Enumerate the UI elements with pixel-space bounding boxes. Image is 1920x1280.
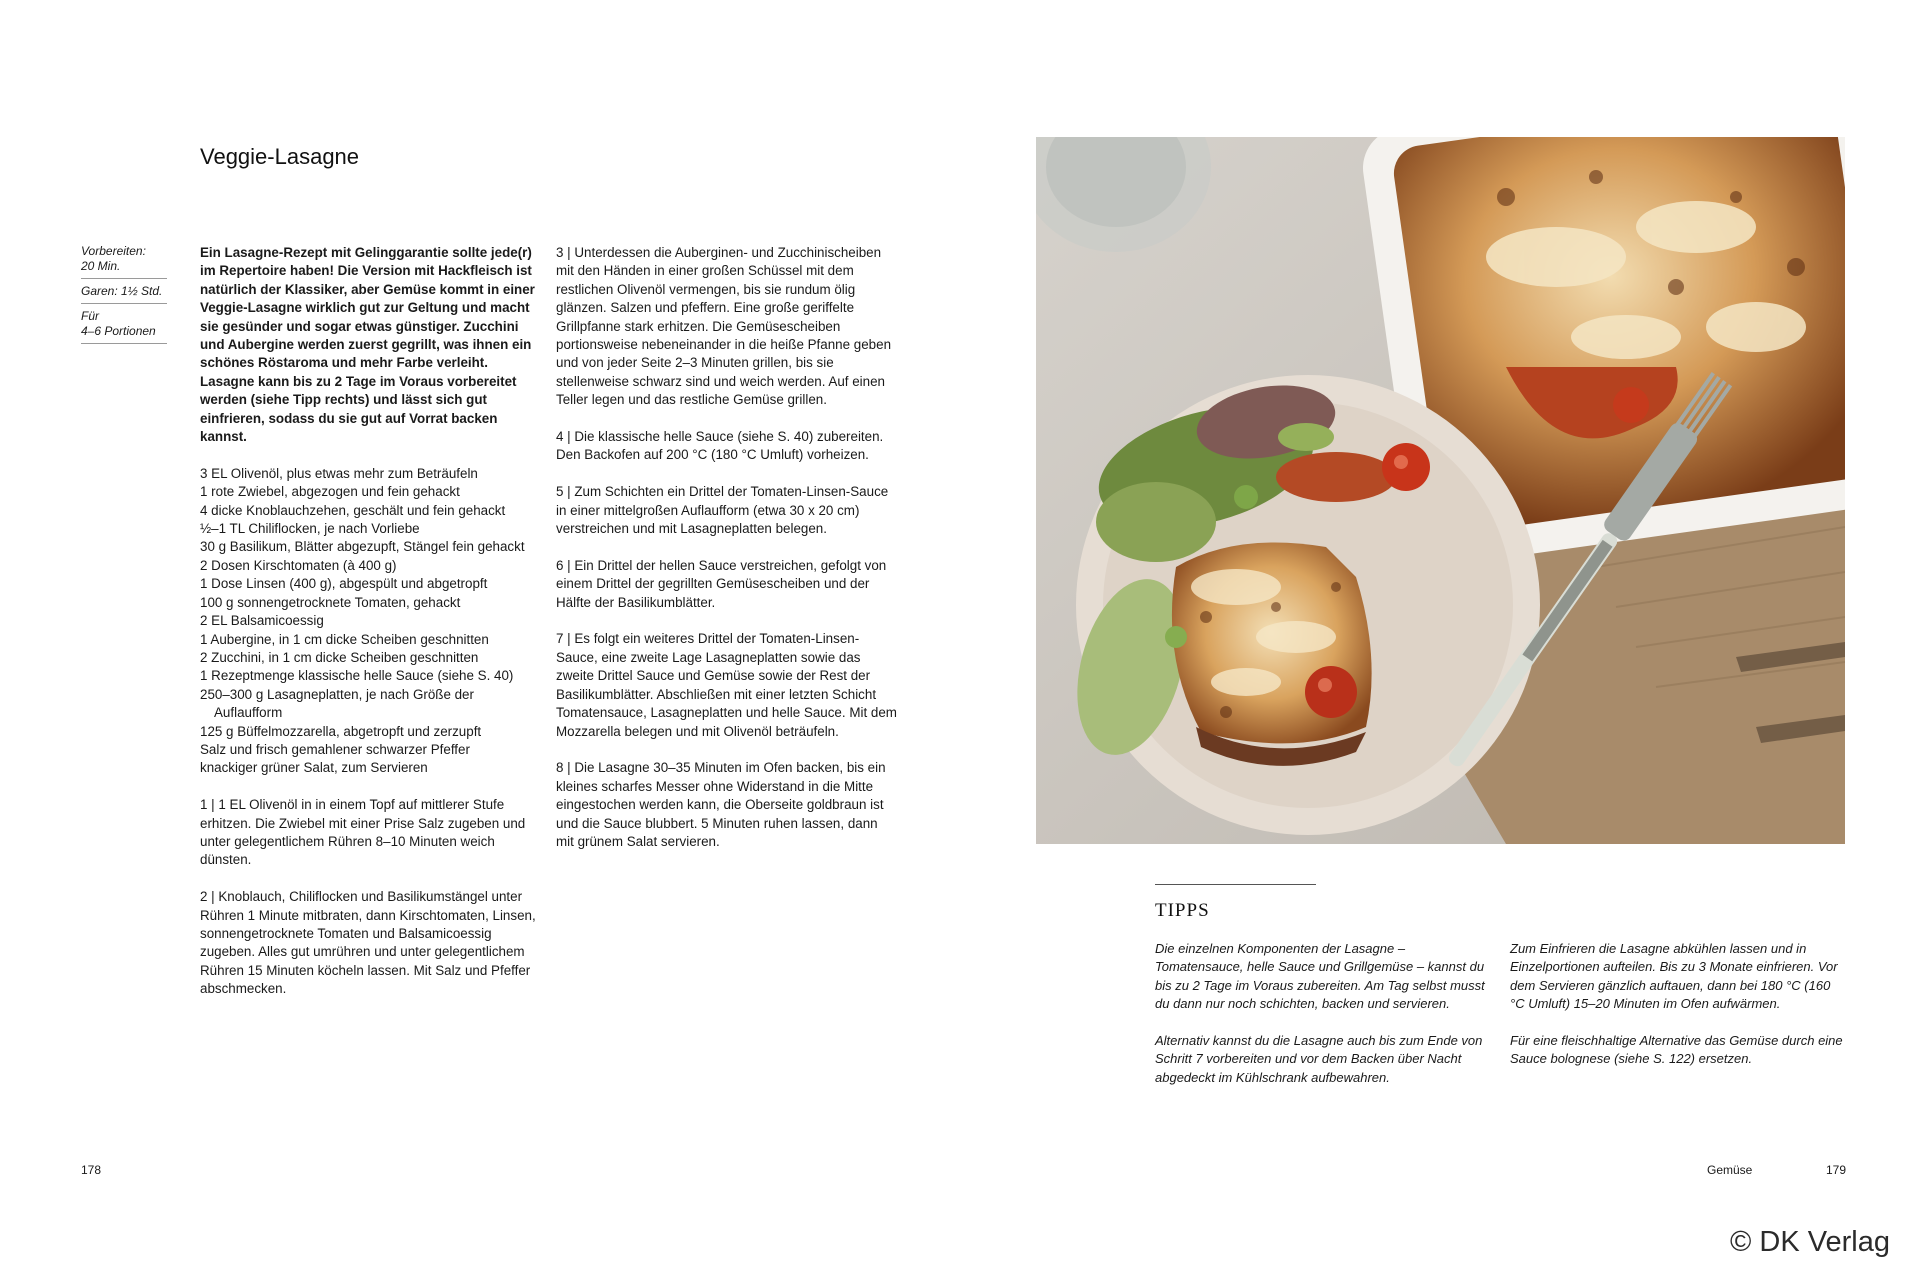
method-step: 2 | Knoblauch, Chiliflocken und Basilikumstängel unter Rühren 1 Minute mitbraten, dann Kirschtomaten, Linsen, sonnengetrocknete Tomaten und Balsamicoessig zugeben. Alles gut umrühren und unter gelegentlichem Rühren 15 Minuten köcheln lassen. Mit Salz und Pfeffer abschmecken. bbox=[200, 889, 536, 997]
recipe-column-middle bbox=[556, 244, 898, 870]
ingredient-item: 1 rote Zwiebel, abgezogen und fein gehackt bbox=[200, 484, 460, 500]
recipe-title: Veggie-Lasagne bbox=[200, 144, 360, 169]
method-step: 6 | Ein Drittel der hellen Sauce verstreichen, gefolgt von einem Drittel der gegrillten Gemüsescheiben und der Hälfte der Basilikumblätter. bbox=[556, 557, 887, 610]
ingredient-item: Salz und frisch gemahlener schwarzer Pfeffer bbox=[200, 741, 470, 757]
ingredient-item: 100 g sonnengetrocknete Tomaten, gehackt bbox=[200, 594, 461, 610]
ingredient-item: 1 Rezeptmenge klassische helle Sauce (siehe S. 40) bbox=[200, 668, 514, 684]
method-step: 7 | Es folgt ein weiteres Drittel der Tomaten-Linsen-Sauce, eine zweite Lage Lasagneplatten sowie das zweite Drittel Sauce und Gemüse sowie der Rest der Basilikumblätter. Abschließen mit einer letzten Schicht Tomatensauce, Lasagneplatten und helle Sauce. Mit dem Mozzarella belegen und mit Olivenöl beträufeln. bbox=[556, 631, 897, 739]
servings: Für 4–6 Portionen bbox=[81, 309, 167, 344]
ingredient-item: 250–300 g Lasagneplatten, je nach Größe der Auflaufform bbox=[200, 686, 474, 721]
ingredient-item: 1 Aubergine, in 1 cm dicke Scheiben geschnitten bbox=[200, 631, 489, 647]
tip-paragraph: Alternativ kannst du die Lasagne auch bis zum Ende von Schritt 7 vorbereiten und vor dem Backen über Nacht abgedeckt im Kühlschrank aufbewahren. bbox=[1155, 1033, 1483, 1085]
tips-column-left bbox=[1155, 940, 1495, 1106]
method-step: 4 | Die klassische helle Sauce (siehe S. 40) zubereiten. Den Backofen auf 200 °C (180 °C Umluft) vorheizen. bbox=[556, 429, 884, 463]
tip-paragraph: Die einzelnen Komponenten der Lasagne – Tomatensauce, helle Sauce und Grillgemüse – kannst du bis zu 2 Tage im Voraus zubereiten. Am Tag selbst musst du dann nur noch schichten, backen und servieren. bbox=[1155, 941, 1485, 1012]
ingredient-item: 1 Dose Linsen (400 g), abgespült und abgetropft bbox=[200, 576, 488, 592]
ingredient-item: 30 g Basilikum, Blätter abgezupft, Stängel fein gehackt bbox=[200, 539, 525, 555]
cook-time: Garen: 1½ Std. bbox=[81, 284, 167, 304]
ingredient-item: ½–1 TL Chiliflocken, je nach Vorliebe bbox=[200, 521, 420, 537]
tip-paragraph: Zum Einfrieren die Lasagne abkühlen lassen und in Einzelportionen aufteilen. Bis zu 3 Monate einfrieren. Vor dem Servieren gänzlich auftauen, dann bei 180 °C (160 °C Umluft) 15–20 Minuten im Ofen aufwärmen. bbox=[1510, 941, 1838, 1012]
method-step: 1 | 1 EL Olivenöl in in einem Topf auf mittlerer Stufe erhitzen. Die Zwiebel mit einer Prise Salz zugeben und unter gelegentlichem Rühren 8–10 Minuten weich dünsten. bbox=[200, 797, 526, 868]
ingredient-item: 3 EL Olivenöl, plus etwas mehr zum Beträufeln bbox=[200, 465, 478, 481]
ingredient-item: knackiger grüner Salat, zum Servieren bbox=[200, 760, 428, 776]
section-name: Gemüse bbox=[1707, 1163, 1753, 1177]
prep-time: Vorbereiten: 20 Min. bbox=[81, 244, 167, 279]
lasagne-photo bbox=[1036, 137, 1845, 844]
copyright-notice: © DK Verlag bbox=[1730, 1226, 1890, 1258]
ingredient-item: 4 dicke Knoblauchzehen, geschält und fein gehackt bbox=[200, 502, 506, 518]
ingredient-item: 2 EL Balsamicoessig bbox=[200, 613, 324, 629]
ingredient-list bbox=[200, 465, 538, 778]
ingredient-item: 2 Dosen Kirschtomaten (à 400 g) bbox=[200, 557, 397, 573]
tips-divider bbox=[1155, 884, 1316, 885]
page-number-left: 178 bbox=[81, 1163, 102, 1177]
recipe-intro: Ein Lasagne-Rezept mit Gelinggarantie sollte jede(r) im Repertoire haben! Die Version mit Hackfleisch ist natürlich der Klassiker, aber Gemüse kommt in einer Veggie-Lasagne wirklich gut zur Geltung und macht sie gesünder und sogar etwas günstiger. Zucchini und Aubergine werden zuerst gegrillt, was ihnen ein schönes Röstaroma und mehr Farbe verleiht. Lasagne kann bis zu 2 Tage im Voraus vorbereitet werden (siehe Tipp rechts) und lässt sich gut einfrieren, sodass du sie gut auf Vorrat backen kannst. bbox=[200, 245, 535, 445]
ingredient-item: 125 g Büffelmozzarella, abgetropft und zerzupft bbox=[200, 723, 482, 739]
method-step: 3 | Unterdessen die Auberginen- und Zucchinischeiben mit den Händen in einer großen Schüssel mit dem restlichen Olivenöl vermengen, bis sie rundum ölig glänzen. Salzen und pfeffern. Eine große geriffelte Grillpfanne stark erhitzen. Die Gemüsescheiben portionsweise nebeneinander in die heiße Pfanne geben und von jeder Seite 2–3 Minuten grillen, bis sie stellenweise schwarz sind und weich werden. Auf einen Teller legen und das restliche Gemüse grillen. bbox=[556, 245, 892, 408]
tip-paragraph: Für eine fleischhaltige Alternative das Gemüse durch eine Sauce bolognese (siehe S. 122) ersetzen. bbox=[1510, 1033, 1843, 1067]
method-step: 5 | Zum Schichten ein Drittel der Tomaten-Linsen-Sauce in einer mittelgroßen Auflaufform (etwa 30 x 20 cm) verstreichen und mit Lasagneplatten belegen. bbox=[556, 484, 889, 537]
tips-heading: TIPPS bbox=[1155, 900, 1210, 921]
ingredient-item: 2 Zucchini, in 1 cm dicke Scheiben geschnitten bbox=[200, 649, 479, 665]
recipe-column-left bbox=[200, 244, 538, 1017]
tips-column-right bbox=[1510, 940, 1845, 1087]
method-step: 8 | Die Lasagne 30–35 Minuten im Ofen backen, bis ein kleines scharfes Messer ohne Widerstand in die Mitte eingestochen werden kann, die Oberseite goldbraun ist und die Sauce blubbert. 5 Minuten ruhen lassen, dann mit grünem Salat servieren. bbox=[556, 760, 886, 849]
page-number-right: 179 bbox=[1826, 1163, 1847, 1177]
recipe-meta bbox=[81, 244, 167, 349]
